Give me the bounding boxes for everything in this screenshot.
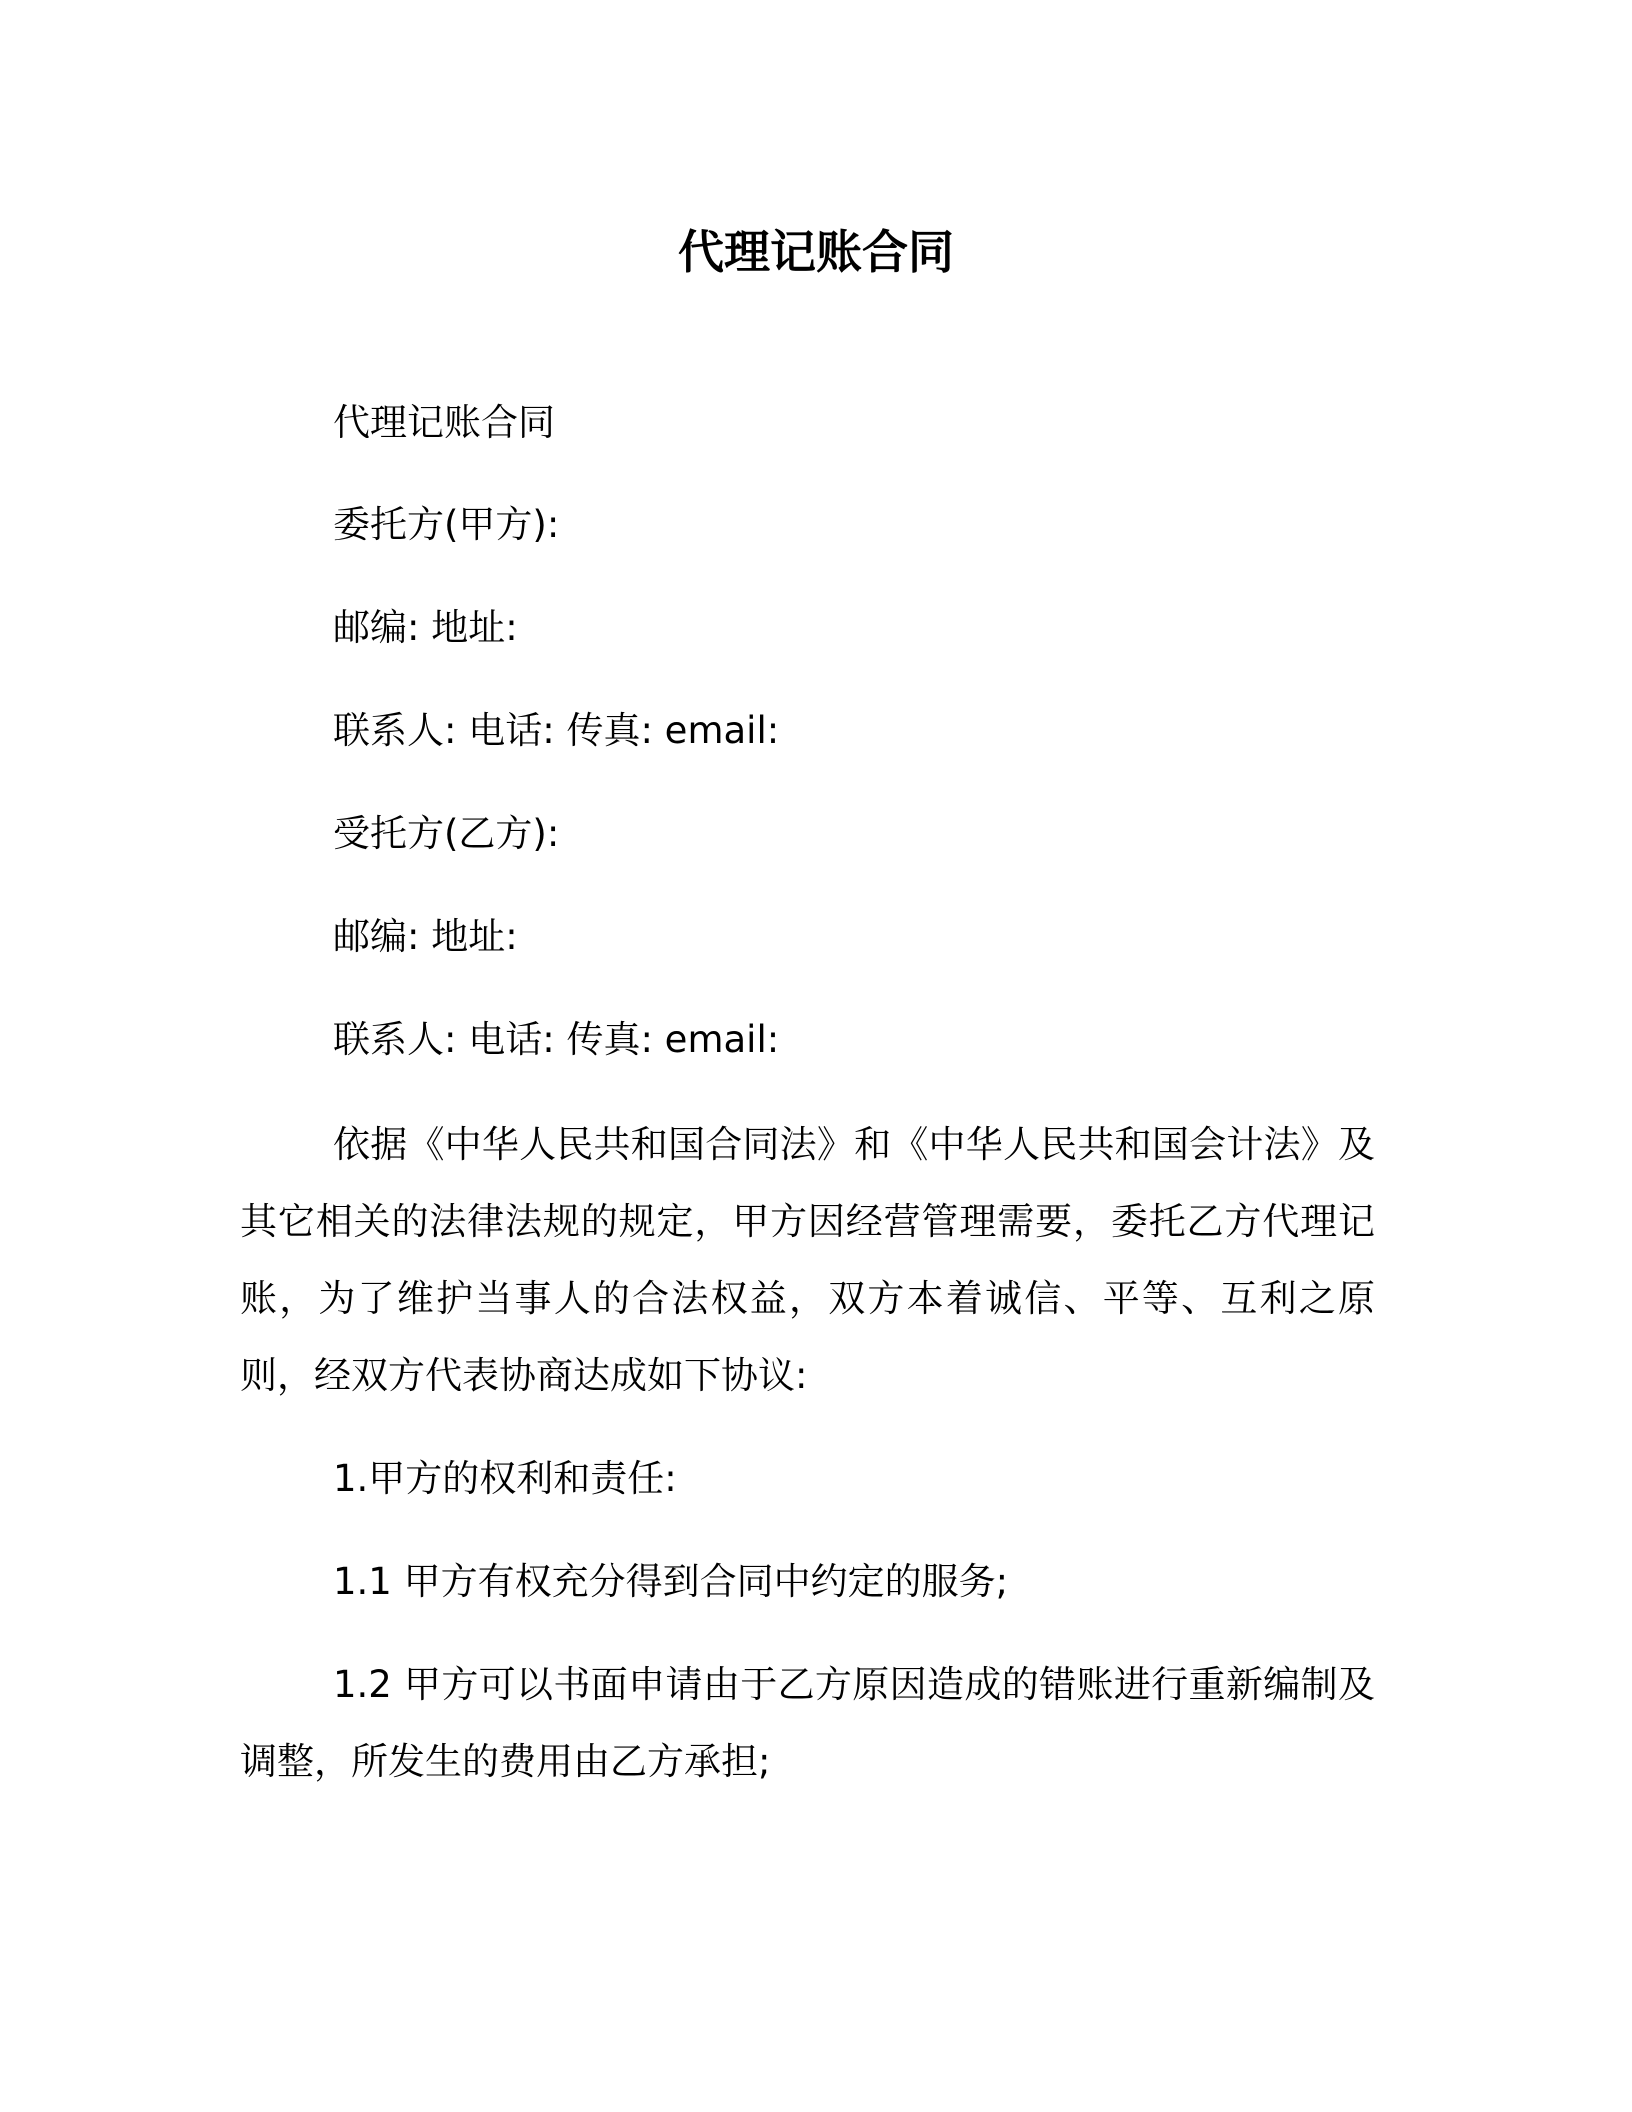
agent-address-line: 邮编: 地址: [333,915,518,958]
principal-contact-line: 联系人: 电话: 传真: email: [333,709,780,752]
section-1-heading: 1.甲方的权利和责任: [333,1457,677,1500]
clause-1-1: 1.1 甲方有权充分得到合同中约定的服务; [333,1560,1009,1603]
intro-paragraph: 依据《中华人民共和国合同法》和《中华人民共和国会计法》及其它相关的法律法规的规定，甲方因经营管理需要，委托乙方代理记账，为了维护当事人的合法权益，双方本着诚信、平等、互利之原则，经双方代表协商达成如下协议: [240,1123,1375,1397]
document-title: 代理记账合同 [678,225,954,279]
principal-party-line: 委托方(甲方): [333,503,560,546]
contract-name-line: 代理记账合同 [333,401,555,444]
agent-contact-line: 联系人: 电话: 传真: email: [333,1018,780,1061]
agent-party-line: 受托方(乙方): [333,812,560,855]
principal-address-line: 邮编: 地址: [333,606,518,649]
clause-1-2: 1.2 甲方可以书面申请由于乙方原因造成的错账进行重新编制及调整，所发生的费用由乙方承担; [240,1663,1375,1783]
